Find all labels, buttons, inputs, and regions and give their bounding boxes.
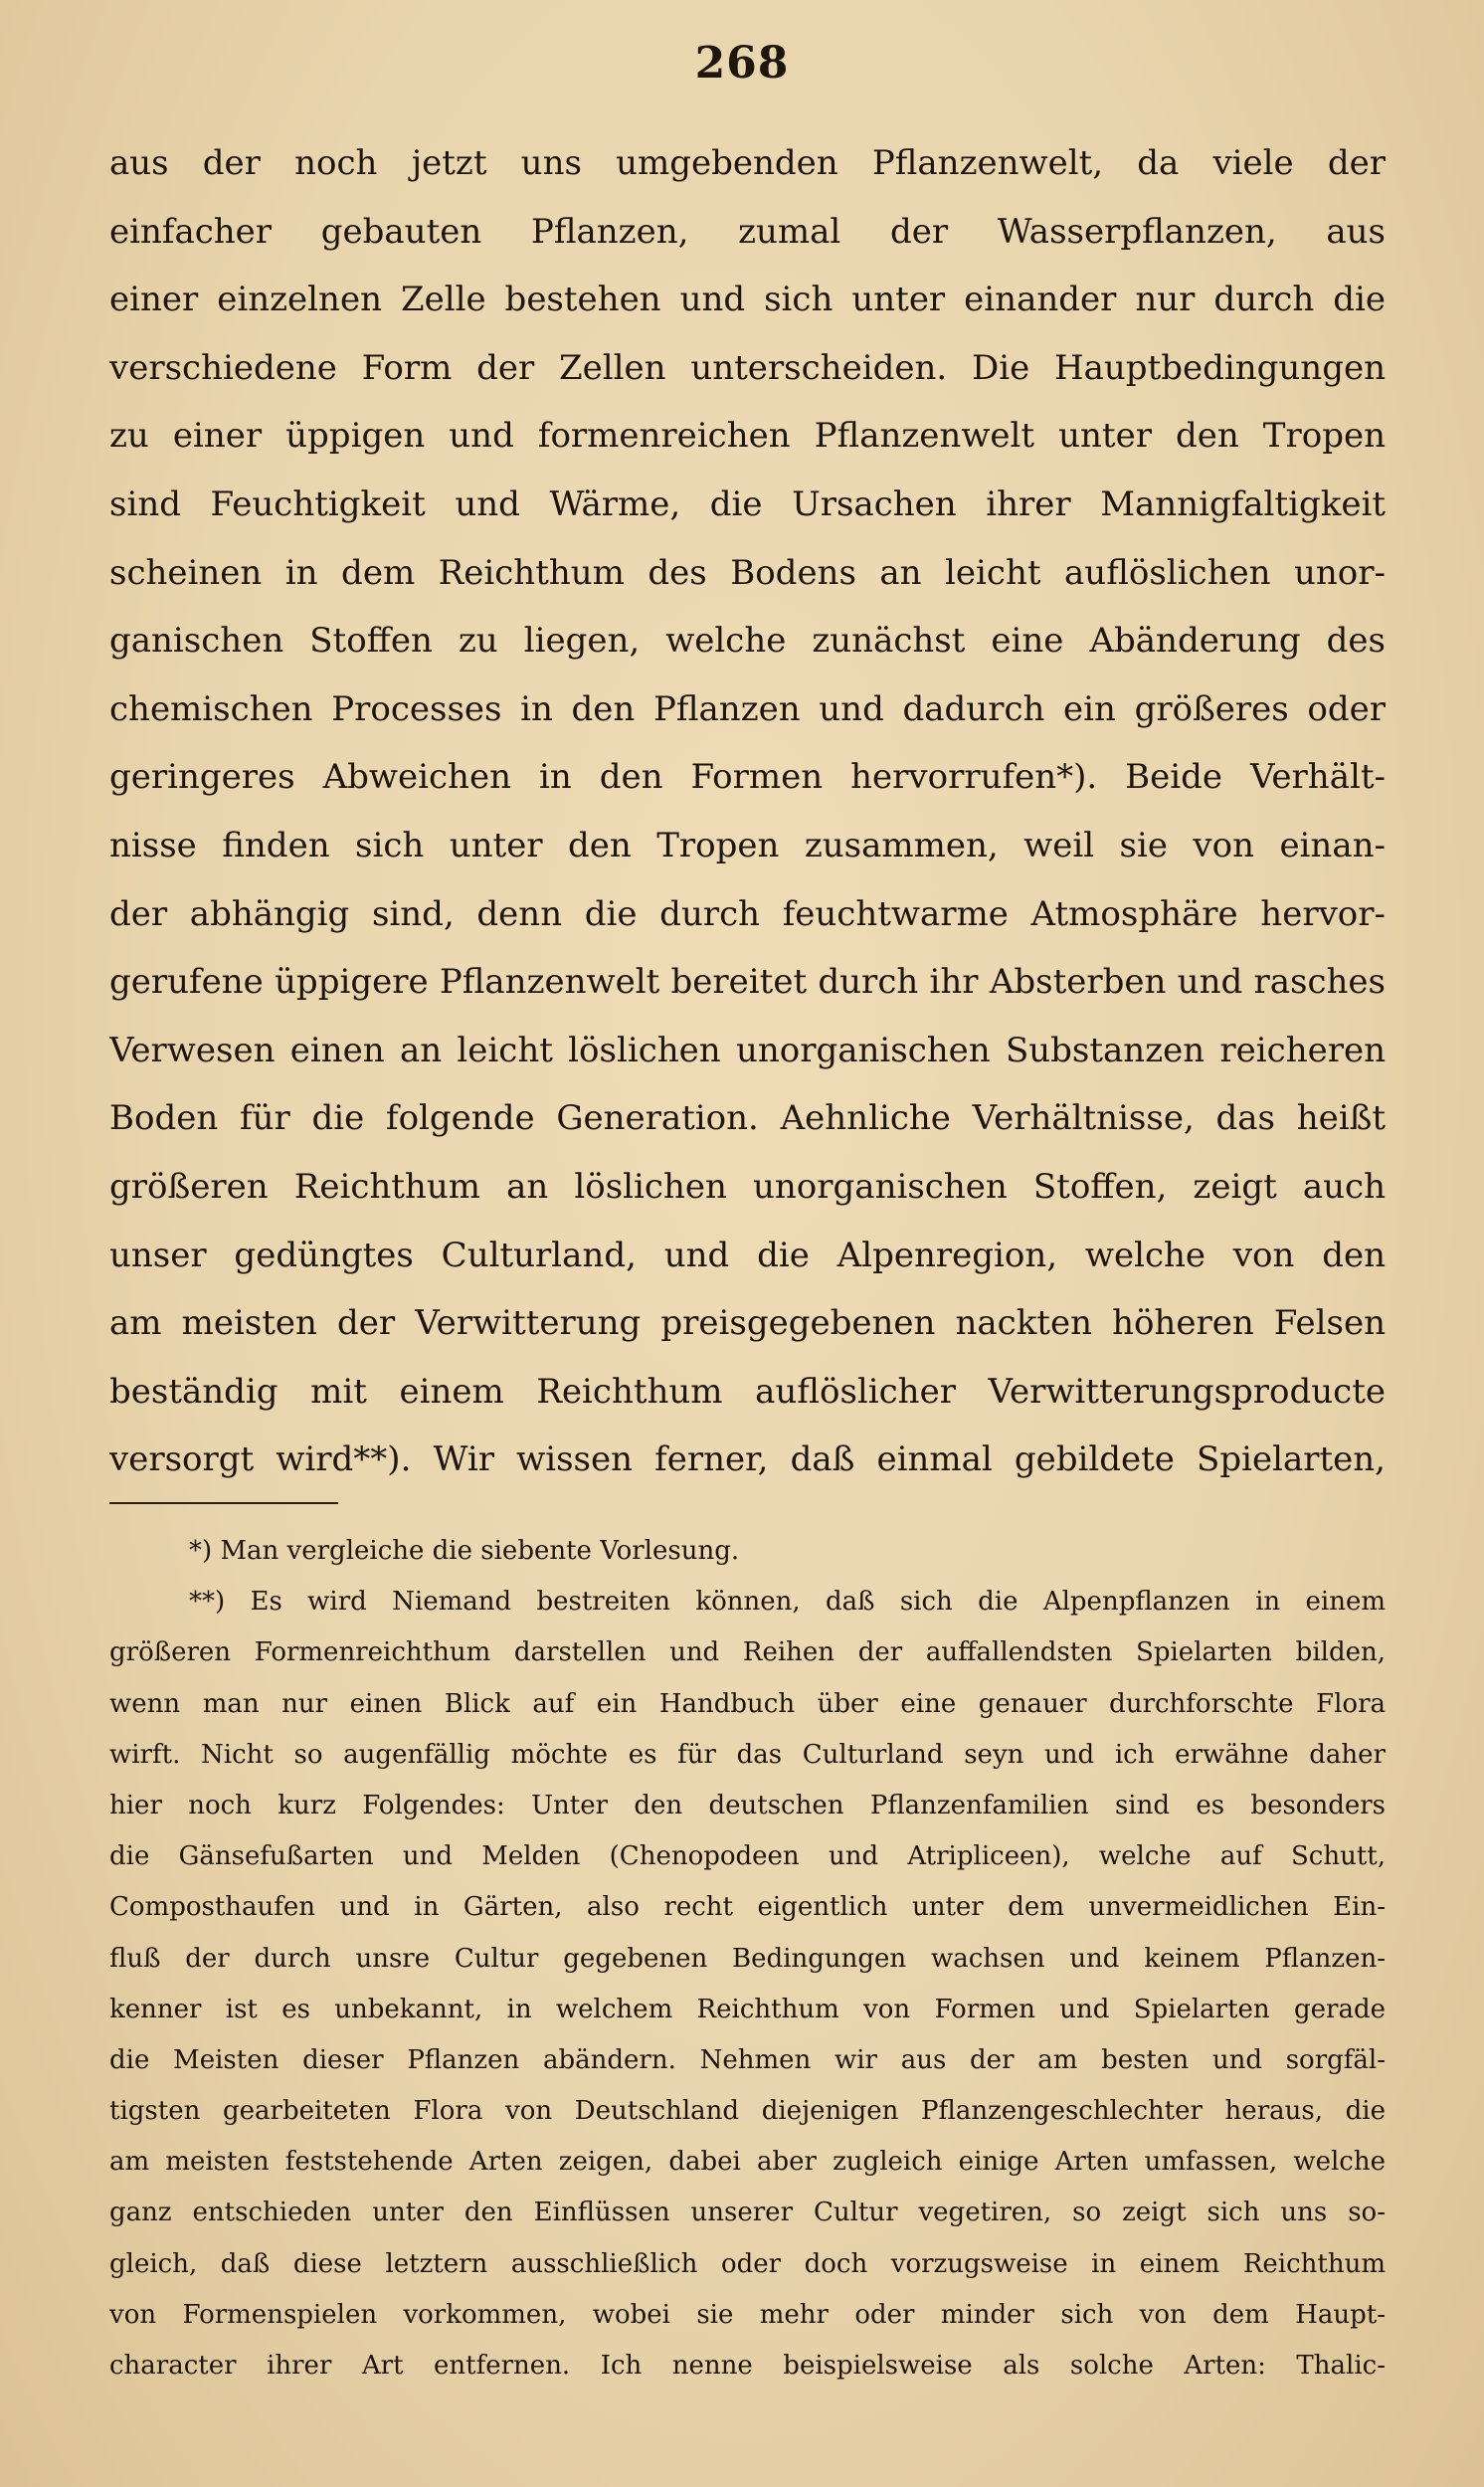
text-line: einfacher gebauten Pflanzen, zumal der Wasserpflanzen, aus xyxy=(109,211,1386,252)
footnote-line: character ihrer Art entfernen. Ich nenne beispielsweise als solche Arten: Thalic- xyxy=(109,2351,1386,2381)
footnote-line: fluß der durch unsre Cultur gegebenen Bedingungen wachsen und keinem Pflanzen- xyxy=(109,1943,1386,1974)
text-line: unser gedüngtes Culturland, und die Alpenregion, welche von den xyxy=(109,1235,1386,1275)
text-line: chemischen Processes in den Pflanzen und dadurch ein größeres oder xyxy=(109,688,1386,729)
text-line: größeren Reichthum an löslichen unorganischen Stoffen, zeigt auch xyxy=(109,1166,1386,1207)
text-line: der abhängig sind, denn die durch feuchtwarme Atmosphäre hervor- xyxy=(109,893,1386,934)
text-line: am meisten der Verwitterung preisgegebenen nackten höheren Felsen xyxy=(109,1303,1386,1344)
footnote-line: wirft. Nicht so augenfällig möchte es für das Culturland seyn und ich erwähne daher xyxy=(109,1739,1386,1770)
footnote-line: gleich, daß diese letztern ausschließlich oder doch vorzugsweise in einem Reichthum xyxy=(109,2248,1386,2279)
text-line: gerufene üppigere Pflanzenwelt bereitet durch ihr Absterben und rasches xyxy=(109,962,1386,1003)
page-number: 268 xyxy=(694,38,790,89)
footnote-line: die Gänsefußarten und Melden (Chenopodeen und Atripliceen), welche auf Schutt, xyxy=(109,1841,1386,1872)
footnote-line: am meisten feststehende Arten zeigen, dabei aber zugleich einige Arten umfassen, welche xyxy=(109,2147,1386,2178)
text-line: sind Feuchtigkeit und Wärme, die Ursachen ihrer Mannigfaltigkeit xyxy=(109,483,1386,524)
footnote-line: größeren Formenreichthum darstellen und Reihen der auffallendsten Spielarten bilden, xyxy=(109,1637,1386,1668)
footnote-line: tigsten gearbeiteten Flora von Deutschland diejenigen Pflanzengeschlechter heraus, die xyxy=(109,2096,1386,2127)
text-line: Boden für die folgende Generation. Aehnliche Verhältnisse, das heißt xyxy=(109,1098,1386,1139)
text-line: beständig mit einem Reichthum auflöslicher Verwitterungsproducte xyxy=(109,1371,1386,1412)
footnote-line: von Formenspielen vorkommen, wobei sie mehr oder minder sich von dem Haupt- xyxy=(109,2299,1386,2330)
text-line: verschiedene Form der Zellen unterscheiden. Die Hauptbedingungen xyxy=(109,347,1386,388)
text-line: aus der noch jetzt uns umgebenden Pflanzenwelt, da viele der xyxy=(109,143,1386,183)
text-line: versorgt wird**). Wir wissen ferner, daß einmal gebildete Spielarten, xyxy=(109,1439,1386,1480)
footnotes xyxy=(109,1526,1386,2391)
text-line: Verwesen einen an leicht löslichen unorganischen Substanzen reicheren xyxy=(109,1030,1386,1070)
footnote-line: kenner ist es unbekannt, in welchem Reichthum von Formen und Spielarten gerade xyxy=(109,1994,1386,2024)
text-line: zu einer üppigen und formenreichen Pflanzenwelt unter den Tropen xyxy=(109,416,1386,457)
text-line: einer einzelnen Zelle bestehen und sich unter einander nur durch die xyxy=(109,280,1386,320)
footnote-line: die Meisten dieser Pflanzen abändern. Nehmen wir aus der am besten und sorgfäl- xyxy=(109,2044,1386,2075)
footnote-line: Composthaufen und in Gärten, also recht eigentlich unter dem unvermeidlichen Ein- xyxy=(109,1892,1386,1923)
footnote-divider xyxy=(109,1502,338,1504)
footnote-line: **) Es wird Niemand bestreiten können, daß sich die Alpenpflanzen in einem xyxy=(189,1587,1386,1618)
footnote-line: hier noch kurz Folgendes: Unter den deutschen Pflanzenfamilien sind es besonders xyxy=(109,1790,1386,1820)
main-text xyxy=(109,129,1386,1494)
text-line: scheinen in dem Reichthum des Bodens an leicht auflöslichen unor- xyxy=(109,552,1386,593)
footnote-line: wenn man nur einen Blick auf ein Handbuch über eine genauer durchforschte Flora xyxy=(109,1688,1386,1719)
text-line: nisse finden sich unter den Tropen zusammen, weil sie von einan- xyxy=(109,825,1386,865)
text-line: geringeres Abweichen in den Formen hervorrufen*). Beide Verhält- xyxy=(109,757,1386,798)
text-line: ganischen Stoffen zu liegen, welche zunächst eine Abänderung des xyxy=(109,621,1386,662)
footnote-line: ganz entschieden unter den Einflüssen unserer Cultur vegetiren, so zeigt sich uns so- xyxy=(109,2198,1386,2228)
footnote-line: *) Man vergleiche die siebente Vorlesung. xyxy=(189,1536,740,1566)
